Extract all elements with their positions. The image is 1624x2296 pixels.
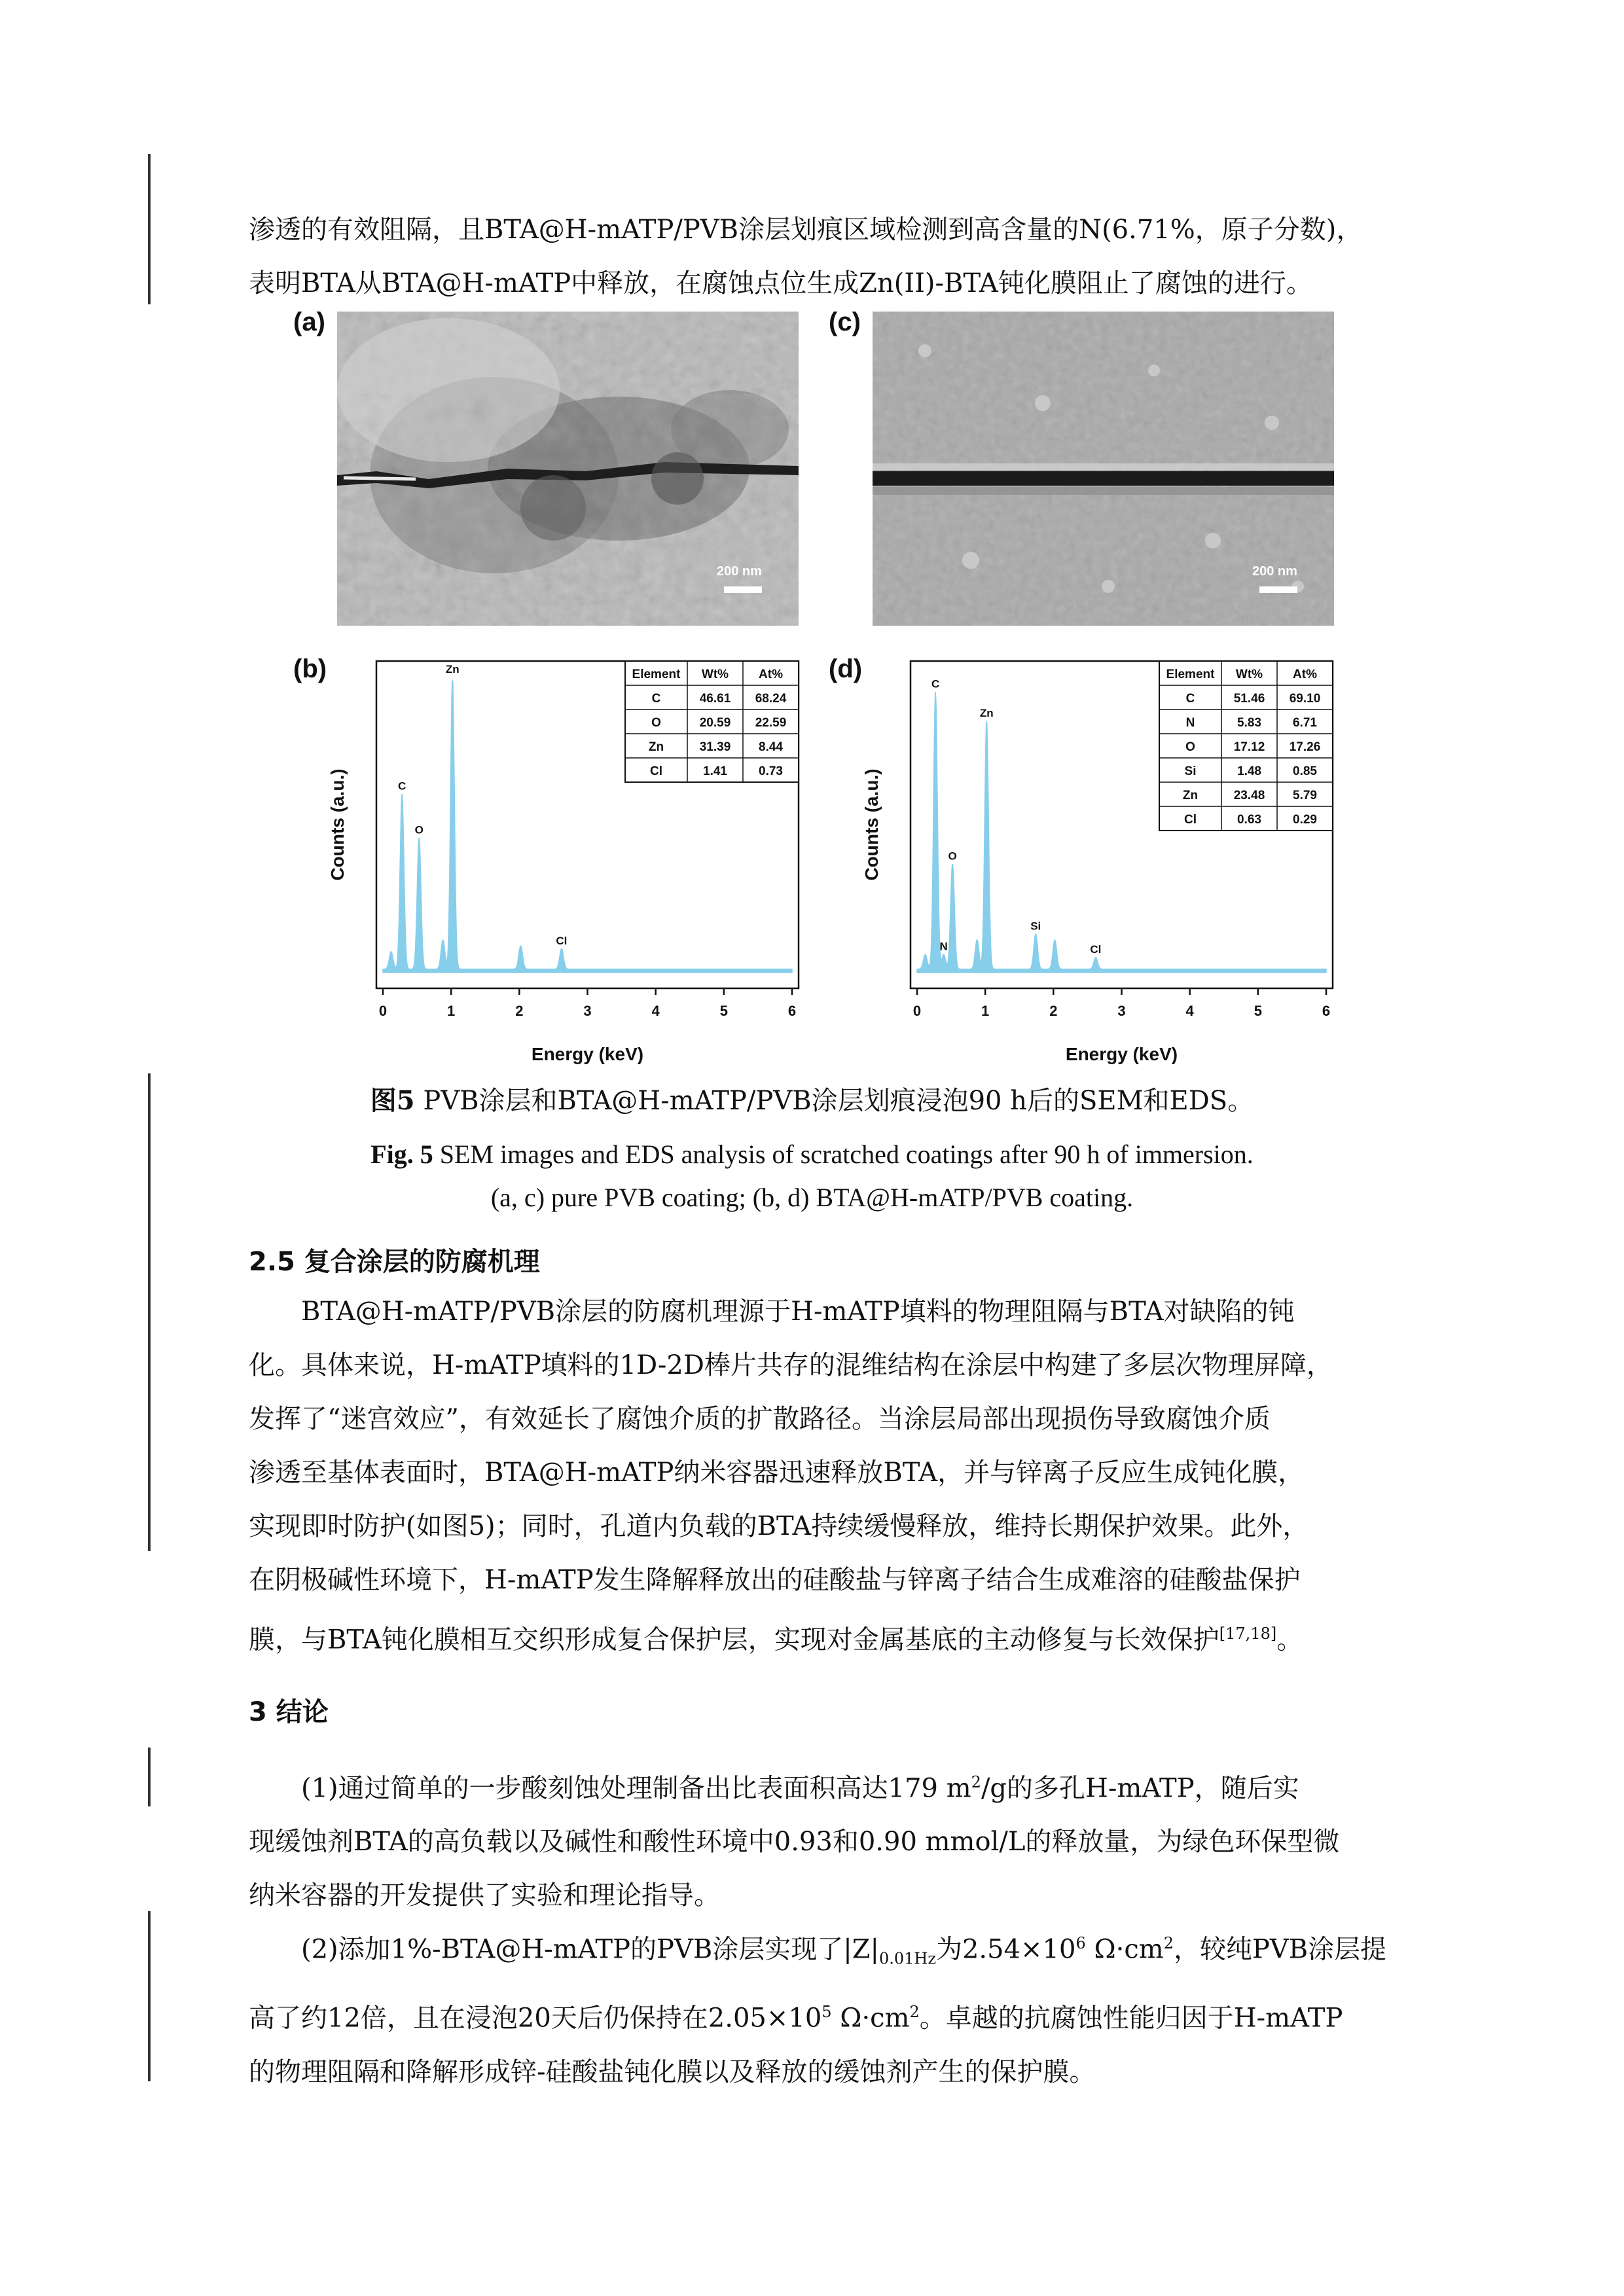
- sem-image-a: [337, 312, 799, 626]
- x-tick-label: 4: [1185, 1003, 1194, 1019]
- table-cell: 17.12: [1233, 740, 1265, 754]
- section-2-5-heading: 2.5 复合涂层的防腐机理: [249, 1247, 540, 1277]
- table-cell: 46.61: [699, 692, 731, 706]
- table-cell: N: [1185, 716, 1195, 730]
- x-tick-label: 6: [787, 1003, 797, 1019]
- change-bar-3: [148, 1748, 151, 1806]
- table-cell: 51.46: [1233, 692, 1265, 706]
- text-span: 。卓越的抗腐蚀性能归因于H-mATP: [919, 2003, 1343, 2034]
- subscript: 0.01Hz: [878, 1949, 936, 1968]
- text-line: 的物理阻隔和降解形成锌-硅酸盐钝化膜以及释放的缓蚀剂产生的保护膜。: [249, 2056, 1096, 2087]
- x-tick-label: 5: [1254, 1003, 1262, 1019]
- table-cell: 8.44: [759, 740, 783, 754]
- figure-caption-cn: [0, 1080, 1624, 1117]
- section-3-heading: 3 结论: [249, 1697, 329, 1727]
- x-tick-label: 4: [651, 1003, 660, 1019]
- text-line: 渗透的有效阻隔，且BTA@H-mATP/PVB涂层划痕区域检测到高含量的N(6.71%，原子分数)，: [249, 215, 1363, 245]
- peak-label-si: Si: [1030, 920, 1041, 933]
- table-cell: 0.63: [1237, 813, 1261, 827]
- table-cell: 17.26: [1289, 740, 1321, 754]
- figure-caption-en-2: (a, c) pure PVB coating; (b, d) BTA@H-mATP/PVB coating.: [490, 1183, 1134, 1212]
- text-line: 发挥了“迷宫效应”，有效延长了腐蚀介质的扩散路径。当涂层局部出现损伤导致腐蚀介质: [249, 1404, 1271, 1434]
- table-cell: Zn: [648, 740, 664, 754]
- x-tick-label: 1: [981, 1003, 990, 1019]
- table-cell: 69.10: [1289, 692, 1321, 706]
- peak-label-cl: Cl: [1090, 943, 1102, 956]
- scale-label-a: 200 nm: [717, 564, 762, 579]
- text-line: 表明BTA从BTA@H-mATP中释放，在腐蚀点位生成Zn(II)-BTA钝化膜阻止了腐蚀的进行。: [249, 268, 1312, 298]
- peak-label-zn: Zn: [979, 706, 994, 719]
- table-cell: O: [1185, 740, 1195, 754]
- text-span: 膜，与BTA钝化膜相互交织形成复合保护层，实现对金属基底的主动修复与长效保护: [249, 1624, 1219, 1655]
- caption-cn-text: PVB涂层和BTA@H-mATP/PVB涂层划痕浸泡90 h后的SEM和EDS。: [414, 1086, 1254, 1116]
- table-cell: Cl: [650, 764, 662, 778]
- x-tick-label: 2: [1049, 1003, 1058, 1019]
- peak-label-c: C: [931, 677, 940, 691]
- table-cell: 5.83: [1237, 716, 1261, 730]
- eds-chart-b: [314, 648, 812, 1073]
- x-tick-label: 0: [912, 1003, 922, 1019]
- text-span: 为2.54×10: [935, 1934, 1076, 1965]
- x-tick-label: 6: [1322, 1003, 1331, 1019]
- eds-chart-d: [848, 648, 1346, 1073]
- table-cell: 1.41: [703, 764, 727, 778]
- text-span: (1)通过简单的一步酸刻蚀处理制备出比表面积高达179 m: [301, 1773, 971, 1804]
- panel-label-d: (d): [829, 655, 863, 683]
- superscript: 2: [909, 2003, 920, 2022]
- text-line: 渗透至基体表面时，BTA@H-mATP纳米容器迅速释放BTA，并与锌离子反应生成钝化膜，: [249, 1458, 1305, 1488]
- superscript: 6: [1075, 1934, 1086, 1952]
- table-header-cell: Wt%: [701, 668, 729, 681]
- table-cell: 5.79: [1293, 789, 1317, 802]
- text-span: ，较纯PVB涂层提: [1173, 1934, 1387, 1965]
- text-line: [249, 1607, 1388, 1666]
- table-cell: O: [651, 716, 661, 730]
- text-line: 纳米容器的开发提供了实验和理论指导。: [249, 1880, 720, 1911]
- sem-image-c: [873, 312, 1334, 626]
- peak-label-o: O: [414, 823, 424, 836]
- table-header-cell: At%: [759, 668, 783, 681]
- text-line: 现缓蚀剂BTA的高负载以及碱性和酸性环境中0.93和0.90 mmol/L的释放量，为绿色环保型微: [249, 1827, 1340, 1857]
- table-header-cell: At%: [1293, 668, 1317, 681]
- scale-bar-c: [1259, 586, 1297, 593]
- table-header-cell: Wt%: [1235, 668, 1263, 681]
- table-cell: 22.59: [755, 716, 787, 730]
- superscript: 2: [1163, 1934, 1174, 1952]
- table-cell: 6.71: [1293, 716, 1317, 730]
- text-span: Ω·cm: [1085, 1934, 1164, 1965]
- table-cell: 0.73: [759, 764, 783, 778]
- table-cell: C: [1185, 692, 1195, 706]
- section-2-5-paragraph: [249, 1285, 1388, 1666]
- x-tick-label: 5: [719, 1003, 728, 1019]
- y-axis-label: Counts (a.u.): [861, 768, 882, 881]
- citation-ref: [17,18]: [1219, 1624, 1277, 1643]
- table-cell: Cl: [1184, 813, 1197, 827]
- panel-label-b: (b): [293, 655, 327, 683]
- scale-label-c: 200 nm: [1252, 564, 1297, 579]
- change-bar-1: [148, 154, 151, 304]
- text-span: 高了约12倍，且在浸泡20天后仍保持在2.05×10: [249, 2003, 822, 2034]
- table-header-cell: Element: [632, 668, 681, 681]
- caption-en-text: SEM images and EDS analysis of scratched coatings after 90 h of immersion.: [433, 1139, 1254, 1169]
- table-cell: 31.39: [699, 740, 731, 754]
- superscript: 2: [971, 1773, 981, 1791]
- table-cell: Zn: [1182, 789, 1199, 802]
- conclusion-paragraph-1: [249, 1755, 1388, 1922]
- peak-label-n: N: [939, 940, 948, 953]
- y-axis-label: Counts (a.u.): [327, 768, 348, 881]
- text-span: Ω·cm: [831, 2003, 910, 2034]
- figure-caption-en: [0, 1134, 1624, 1175]
- change-bar-4: [148, 1911, 151, 2081]
- scale-bar-a: [724, 586, 762, 593]
- table-cell: 23.48: [1233, 789, 1265, 802]
- peak-label-zn: Zn: [445, 663, 460, 675]
- x-axis-label: Energy (keV): [1065, 1044, 1178, 1064]
- x-tick-label: 0: [378, 1003, 388, 1019]
- text-line: [249, 1916, 1388, 1985]
- intro-paragraph: [249, 203, 1388, 310]
- peak-label-c: C: [398, 780, 406, 793]
- figure-number-en: Fig. 5: [370, 1139, 433, 1169]
- table-cell: 0.85: [1293, 764, 1317, 778]
- x-tick-label: 1: [447, 1003, 456, 1019]
- x-axis-label: Energy (keV): [531, 1044, 644, 1064]
- x-tick-label: 2: [515, 1003, 524, 1019]
- text-line: 化。具体来说，H-mATP填料的1D-2D棒片共存的混维结构在涂层中构建了多层次物理屏障，: [249, 1350, 1333, 1380]
- peak-label-o: O: [948, 850, 957, 863]
- conclusion-paragraph-2: [249, 1916, 1388, 2099]
- text-line: [249, 1985, 1388, 2045]
- table-cell: C: [651, 692, 661, 706]
- table-cell: 68.24: [755, 692, 787, 706]
- text-span: /g的多孔H-mATP，随后实: [981, 1773, 1299, 1804]
- panel-label-a: (a): [293, 308, 325, 336]
- figure-number-cn: 图5: [370, 1085, 415, 1116]
- peak-label-cl: Cl: [556, 934, 568, 947]
- text-line: 在阴极碱性环境下，H-mATP发生降解释放出的硅酸盐与锌离子结合生成难溶的硅酸盐保护: [249, 1565, 1301, 1595]
- text-line: BTA@H-mATP/PVB涂层的防腐机理源于H-mATP填料的物理阻隔与BTA对缺陷的钝: [301, 1297, 1295, 1327]
- table-cell: 20.59: [699, 716, 731, 730]
- text-line: 实现即时防护(如图5)；同时，孔道内负载的BTA持续缓慢释放，维持长期保护效果。此外，: [249, 1511, 1309, 1541]
- text-span: 。: [1276, 1624, 1303, 1655]
- panel-label-c: (c): [829, 308, 861, 336]
- table-cell: Si: [1184, 764, 1197, 778]
- table-cell: 1.48: [1237, 764, 1261, 778]
- x-tick-label: 3: [1117, 1003, 1126, 1019]
- table-header-cell: Element: [1166, 668, 1215, 681]
- x-tick-label: 3: [583, 1003, 592, 1019]
- superscript: 5: [821, 2003, 832, 2022]
- text-span: (2)添加1%-BTA@H-mATP的PVB涂层实现了|Z|: [301, 1934, 879, 1965]
- table-cell: 0.29: [1293, 813, 1317, 827]
- text-line: [249, 1755, 1388, 1815]
